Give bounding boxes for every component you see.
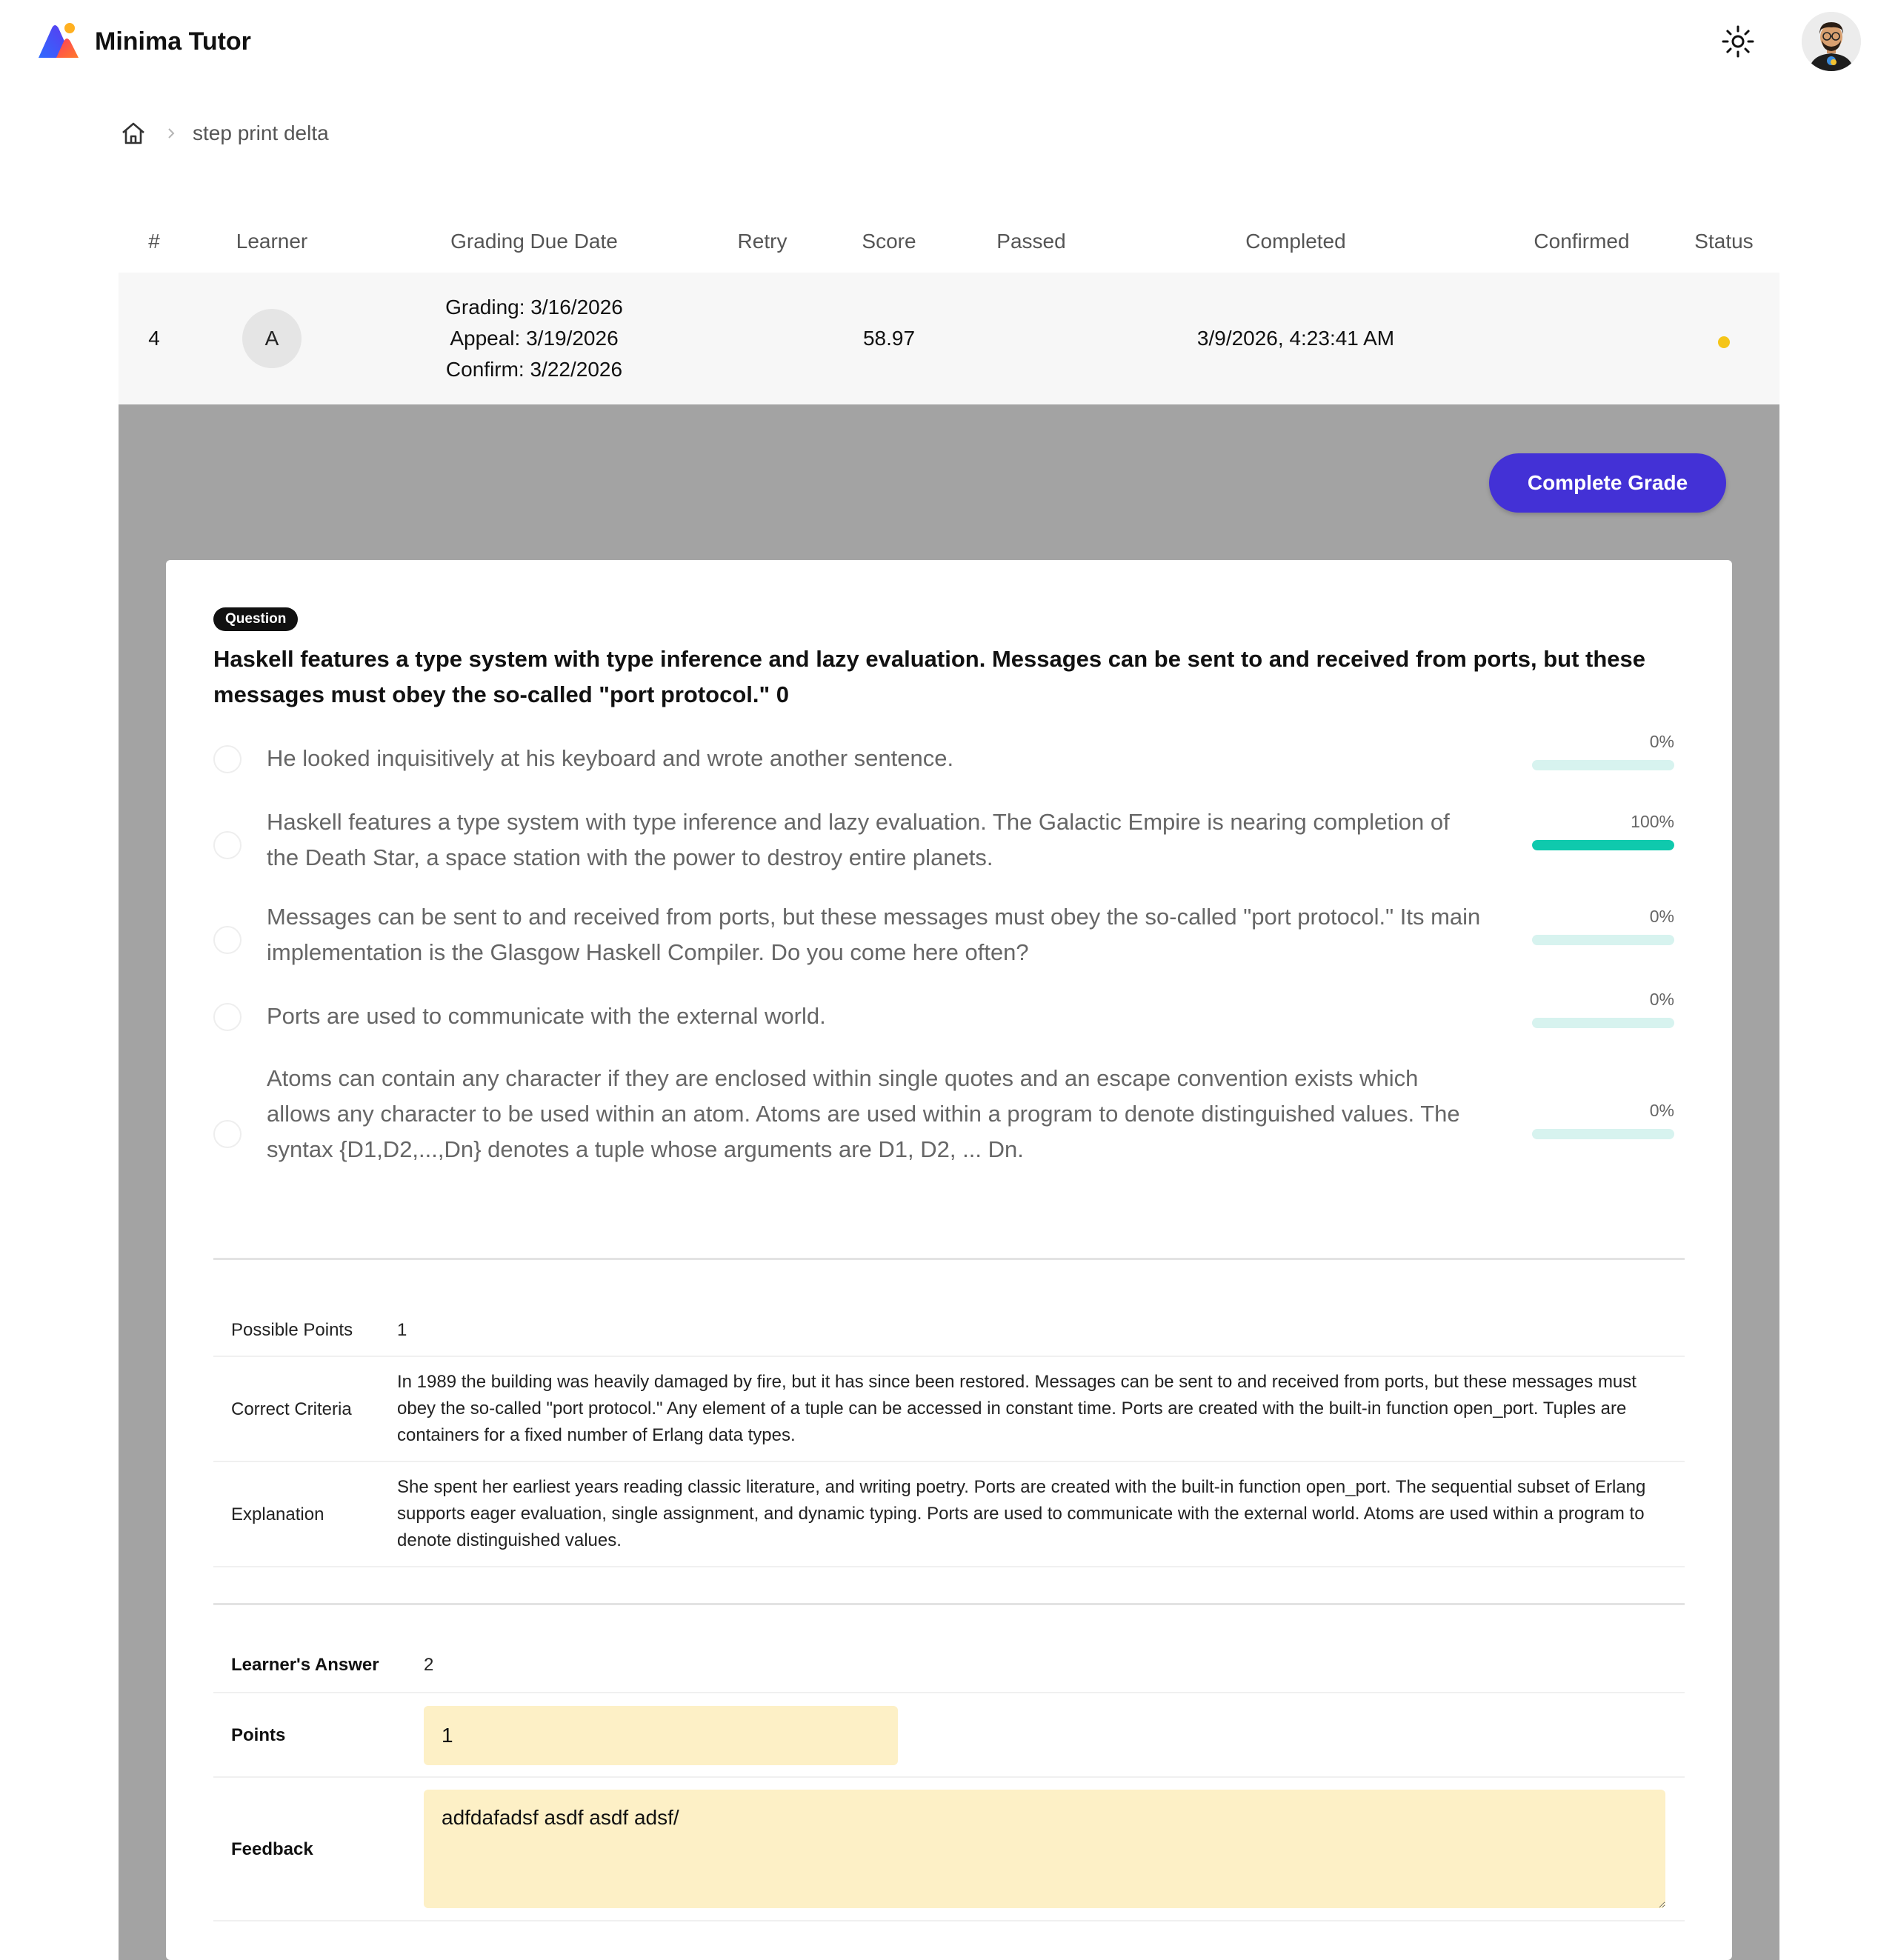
option-radio[interactable] (213, 745, 242, 773)
minima-logo-icon[interactable] (36, 21, 83, 62)
correct-criteria-label: Correct Criteria (231, 1399, 352, 1419)
section-divider (213, 1603, 1685, 1605)
option-radio[interactable] (213, 831, 242, 859)
column-learner: Learner (236, 230, 308, 253)
points-label: Points (231, 1725, 286, 1745)
learner-initial: A (264, 327, 279, 350)
column-due-date: Grading Due Date (450, 230, 618, 253)
status-cell (1718, 336, 1730, 348)
explanation-label: Explanation (231, 1504, 324, 1524)
column-score: Score (862, 230, 916, 253)
breadcrumb-home[interactable] (119, 119, 148, 148)
feedback-textarea[interactable] (424, 1790, 1665, 1908)
learner-answer-value: 2 (424, 1655, 434, 1675)
column-confirmed: Confirmed (1534, 230, 1630, 253)
option-percent: 100% (1631, 812, 1674, 831)
possible-points-row (213, 1304, 1685, 1357)
option-text: He looked inquisitively at his keyboard and wrote another sentence. (267, 745, 954, 771)
option-percent: 0% (1649, 1101, 1674, 1120)
question-card (166, 560, 1732, 1960)
option-radio[interactable] (213, 1120, 242, 1148)
sun-icon (1722, 25, 1754, 58)
row-number: 4 (148, 327, 160, 350)
option-text: Haskell features a type system with type inference and lazy evaluation. The Galactic Empire is nearing completion of the Death Star, a space station with the power to destroy entire planets. (267, 809, 1450, 870)
due-dates-cell (445, 292, 623, 385)
status-indicator (1718, 336, 1730, 348)
theme-toggle-button[interactable] (1717, 21, 1759, 62)
learner-answer-label: Learner's Answer (231, 1655, 379, 1675)
option-text: Ports are used to communicate with the external world. (267, 1003, 826, 1029)
breadcrumb-current: step print delta (193, 121, 329, 144)
app-header (0, 0, 1898, 83)
section-divider (213, 1258, 1685, 1260)
answer-option (213, 902, 1685, 976)
complete-grade-button[interactable]: Complete Grade (1489, 453, 1726, 513)
grading-due-date: Grading: 3/16/2026 (445, 296, 623, 319)
learner-avatar[interactable] (242, 309, 302, 368)
learner-cell (242, 309, 302, 368)
explanation-row (213, 1462, 1685, 1567)
option-progress-bar (1532, 840, 1674, 850)
table-row[interactable] (119, 273, 1779, 404)
answer-option (213, 1065, 1685, 1176)
score-cell: 58.97 (862, 327, 916, 350)
option-percent: 0% (1649, 990, 1674, 1009)
breadcrumb (119, 116, 329, 151)
option-progress-bar (1532, 1018, 1674, 1028)
column-passed: Passed (996, 230, 1066, 253)
points-input[interactable] (424, 1706, 898, 1765)
question-text: Haskell features a type system with type inference and lazy evaluation. Messages can be sent to and received from ports, but these messages must obey the so-called "port protocol." 0 (213, 646, 1645, 707)
column-number: # (148, 230, 160, 253)
option-progress-bar (1532, 935, 1674, 945)
answer-option (213, 990, 1685, 1039)
feedback-label: Feedback (231, 1839, 313, 1859)
completed-cell: 3/9/2026, 4:23:41 AM (1196, 327, 1395, 350)
option-percent: 0% (1649, 907, 1674, 926)
column-retry: Retry (737, 230, 787, 253)
option-progress-bar (1532, 760, 1674, 770)
answer-option (213, 732, 1685, 781)
appeal-due-date: Appeal: 3/19/2026 (450, 327, 619, 350)
option-progress-bar (1532, 1129, 1674, 1139)
option-text: Messages can be sent to and received from ports, but these messages must obey the so-called "port protocol." Its main implementation is the Glasgow Haskell Compiler. Do you come here often? (267, 904, 1481, 965)
table-header (119, 215, 1779, 268)
correct-criteria-value: In 1989 the building was heavily damaged by fire, but it has since been restored. Messages can be sent to and received from ports, but these messages must obey the so-called "port protocol." Any element of a tuple can be accessed in constant time. Ports are created with the built-in function open_port. Tuples are containers for a fixed number of Erlang data types. (397, 1372, 1636, 1445)
chevron-right-icon (166, 126, 176, 141)
user-avatar[interactable] (1802, 12, 1861, 71)
question-badge: Question (213, 607, 298, 631)
column-completed: Completed (1245, 230, 1346, 253)
points-row (213, 1693, 1685, 1778)
confirm-due-date: Confirm: 3/22/2026 (445, 358, 623, 381)
correct-criteria-row (213, 1357, 1685, 1462)
possible-points-value: 1 (397, 1320, 407, 1340)
answer-option (213, 807, 1685, 881)
feedback-row (213, 1778, 1685, 1921)
option-radio[interactable] (213, 926, 242, 954)
app-name: Minima Tutor (95, 27, 251, 56)
user-avatar-icon (1802, 12, 1861, 71)
option-text: Atoms can contain any character if they are enclosed within single quotes and an escape convention exists which allows any character to be used within an atom. Atoms are used within a program to denote distinguished values. The syntax {D1,D2,...,Dn} denotes a tuple whose arguments are D1, D2, ... Dn. (267, 1065, 1460, 1162)
option-radio[interactable] (213, 1003, 242, 1031)
possible-points-label: Possible Points (231, 1320, 353, 1340)
learner-answer-row (213, 1637, 1685, 1693)
option-percent: 0% (1649, 732, 1674, 751)
explanation-value: She spent her earliest years reading classic literature, and writing poetry. Ports are created with the built-in function open_port. The sequential subset of Erlang supports eager evaluation, single assignment, and dynamic typing. Ports are used to communicate with the external world. Atoms are used within a program to denote distinguished values. (397, 1477, 1646, 1550)
home-icon (120, 120, 147, 147)
column-status: Status (1694, 230, 1754, 253)
